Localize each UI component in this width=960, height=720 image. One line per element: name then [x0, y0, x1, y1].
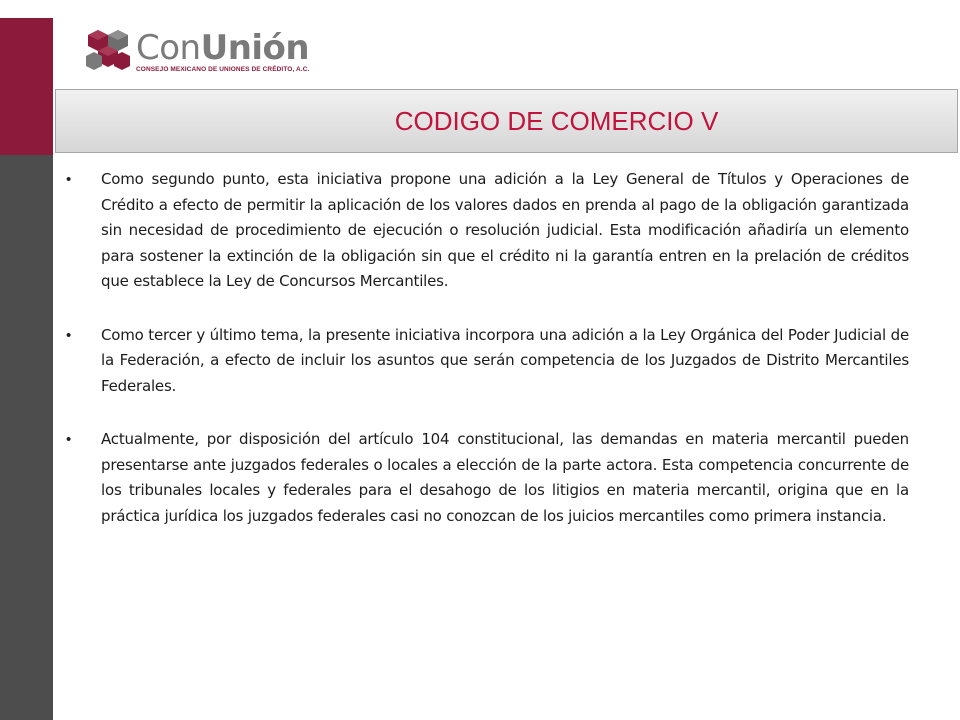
bullet-item: [66, 167, 909, 295]
title-band: [55, 89, 958, 153]
bullet-text: Actualmente, por disposición del artículo 104 constitucional, las demandas en materia mercantil pueden presentarse ante juzgados federales o locales a elección de la parte actora. Esta competencia concurrente de los tribunales locales y federales para el desahogo de los litigios en materia mercantil, origina que en la práctica jurídica los juzgados federales casi no conozcan de los juicios mercantiles como primera instancia.: [101, 430, 909, 525]
conunion-logo: [84, 28, 324, 78]
sidebar-dark-bar: [0, 155, 53, 720]
slide-title: CODIGO DE COMERCIO V: [394, 106, 719, 136]
logo-word-con: Con: [136, 28, 201, 68]
logo-subtitle: CONSEJO MEXICANO DE UNIONES DE CRÉDITO, A.C.: [136, 66, 310, 73]
logo-wordmark: [136, 29, 309, 67]
bullet-dot-icon: •: [66, 326, 72, 344]
bullet-item: [66, 323, 909, 400]
bullet-item: [66, 427, 909, 529]
bullet-text: Como segundo punto, esta iniciativa propone una adición a la Ley General de Títulos y Operaciones de Crédito a efecto de permitir la aplicación de los valores dados en prenda al pago de la obligación garantizada sin necesidad de procedimiento de ejecución o resolución judicial. Esta modificación añadiría un elemento para sostener la extinción de la obligación sin que el crédito ni la garantía entren en la prelación de créditos que establece la Ley de Concursos Mercantiles.: [101, 170, 909, 290]
bullet-list: [66, 167, 909, 557]
cubes-logo-icon: [84, 28, 134, 76]
bullet-dot-icon: •: [66, 431, 72, 448]
bullet-dot-icon: •: [66, 171, 72, 188]
bullet-text: Como tercer y último tema, la presente iniciativa incorpora una adición a la Ley Orgánica del Poder Judicial de la Federación, a efecto de incluir los asuntos que serán competencia de los Juzgados de Distrito Mercantiles Federales.: [101, 325, 909, 395]
logo-word-union: Unión: [200, 28, 310, 68]
sidebar-accent-bar: [0, 18, 53, 155]
